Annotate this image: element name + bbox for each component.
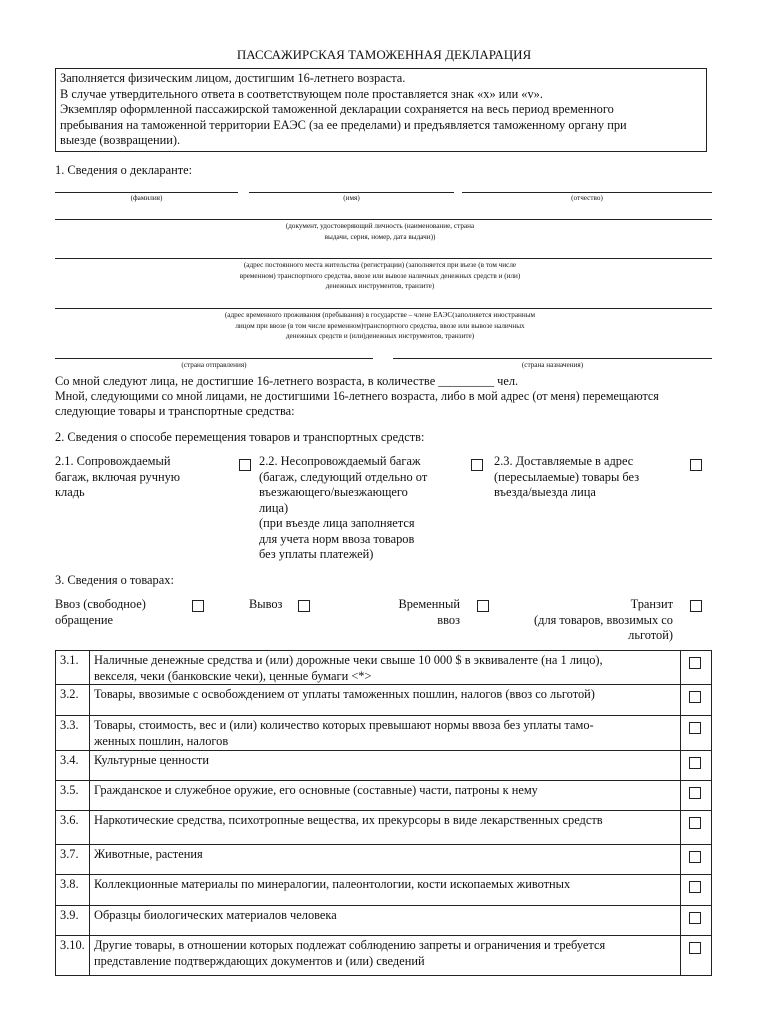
goods-intro-line-2: следующие товары и транспортные средства: — [55, 404, 295, 418]
form-title: ПАССАЖИРСКАЯ ТАМОЖЕННАЯ ДЕКЛАРАЦИЯ — [236, 47, 532, 62]
row-checkbox[interactable] — [689, 757, 701, 769]
row-number: 3.7. — [56, 845, 90, 874]
row-description: Наркотические средства, психотропные вещества, их прекурсоры в виде лекарственных средств — [94, 813, 603, 827]
document-field[interactable] — [55, 219, 712, 220]
row-checkbox-cell — [680, 651, 711, 684]
import-checkbox[interactable] — [192, 600, 204, 612]
temporary-address-field[interactable] — [55, 308, 712, 309]
row-number: 3.9. — [56, 906, 90, 935]
row-number: 3.5. — [56, 781, 90, 810]
option-unaccompanied-baggage: 2.2. Несопровождаемый багаж (багаж, следующий отдельно от въезжающего/выезжающего лица) (при въезде лица заполняется для учета норм ввоза товаров без уплаты платежей) — [259, 454, 428, 561]
goods-intro-line: Мной, следующими со мной лицами, не достигшими 16-летнего возраста, либо в мой адрес (от меня) перемещаются — [55, 389, 659, 403]
row-checkbox-cell — [680, 811, 711, 844]
export-option-label: Вывоз — [249, 597, 283, 611]
row-checkbox-cell — [680, 685, 711, 715]
row-number: 3.4. — [56, 751, 90, 780]
row-checkbox[interactable] — [689, 851, 701, 863]
row-checkbox-cell — [680, 845, 711, 874]
instruction-line: пребывания на таможенной территории ЕАЭС (за ее пределами) и предъявляется таможенному органу при — [60, 117, 627, 132]
row-description: Наличные денежные средства и (или) дорожные чеки свыше 10 000 $ в эквиваленте (на 1 лицо), векселя, чеки (банковские чеки), ценные бумаги <*> — [94, 653, 603, 683]
instruction-line: Экземпляр оформленной пассажирской таможенной декларации сохраняется на весь период временного — [60, 102, 614, 116]
row-description: Гражданское и служебное оружие, его основные (составные) части, патроны к нему — [94, 783, 538, 797]
row-description: Культурные ценности — [94, 753, 209, 767]
row-checkbox-cell — [680, 875, 711, 905]
table-row — [56, 906, 711, 936]
instruction-line: выезде (возвращении). — [60, 133, 181, 147]
table-row — [56, 716, 711, 751]
row-checkbox-cell — [680, 716, 711, 750]
row-number: 3.2. — [56, 685, 90, 715]
row-description: Коллекционные материалы по минералогии, палеонтологии, кости ископаемых животных — [94, 877, 571, 891]
row-number: 3.8. — [56, 875, 90, 905]
row-checkbox-cell — [680, 781, 711, 810]
unaccompanied-baggage-checkbox[interactable] — [471, 459, 483, 471]
row-checkbox-cell — [680, 751, 711, 780]
document-label: (документ, удостоверяющий личность (наименование, страна выдачи, серия, номер, дата выдачи)) — [285, 222, 475, 241]
table-row — [56, 781, 711, 811]
minors-count-line: Со мной следуют лица, не достигшие 16-летнего возраста, в количестве _________ чел. — [55, 374, 519, 388]
destination-country-label: (страна назначения) — [521, 361, 584, 369]
section1-heading: 1. Сведения о декларанте: — [55, 163, 193, 177]
row-description: Другие товары, в отношении которых подлежат соблюдению запреты и ограничения и требуется представление подтверждающих документов и (или) сведений — [94, 938, 606, 968]
row-description: Образцы биологических материалов человека — [94, 908, 337, 922]
transit-label: Транзит (для товаров, ввозимых со льготой) — [534, 597, 673, 642]
row-number: 3.10. — [56, 936, 90, 975]
goods-table — [55, 650, 712, 976]
surname-label: (фамилия) — [130, 194, 163, 202]
export-checkbox[interactable] — [298, 600, 310, 612]
row-number: 3.1. — [56, 651, 90, 684]
row-checkbox[interactable] — [689, 722, 701, 734]
section3-heading: 3. Сведения о товарах: — [55, 573, 174, 587]
temporary-address-label: (адрес временного проживания (пребывания) в государстве – члене ЕАЭС(заполняется иностранным лицом при ввозе (в том числе временном)транспортного средства, ввозе или вывозе наличных денежных средств и (или)денежных инструментов, транзите) — [224, 311, 536, 340]
permanent-address-field[interactable] — [55, 258, 712, 259]
section2-heading: 2. Сведения о способе перемещения товаров и транспортных средств: — [55, 430, 425, 444]
import-option-label: Ввоз (свободное) обращение — [55, 597, 146, 627]
accompanied-baggage-checkbox[interactable] — [239, 459, 251, 471]
row-checkbox[interactable] — [689, 787, 701, 799]
departure-country-field[interactable] — [55, 358, 373, 359]
option-delivered-goods: 2.3. Доставляемые в адрес (пересылаемые) товары без въезда/выезда лица — [494, 454, 640, 499]
destination-country-field[interactable] — [393, 358, 712, 359]
row-checkbox[interactable] — [689, 912, 701, 924]
row-checkbox-cell — [680, 906, 711, 935]
row-description: Товары, стоимость, вес и (или) количество которых превышают нормы ввоза без уплаты тамо- женных пошлин, налогов — [94, 718, 594, 748]
instructions-box — [55, 68, 707, 152]
instruction-line: В случае утвердительного ответа в соответствующем поле проставляется знак «x» или «v». — [60, 86, 543, 101]
temporary-import-checkbox[interactable] — [477, 600, 489, 612]
temporary-import-label: Временный ввоз — [398, 597, 460, 627]
transit-checkbox[interactable] — [690, 600, 702, 612]
name-label: (имя) — [343, 194, 360, 202]
option-accompanied-baggage: 2.1. Сопровождаемый багаж, включая ручную кладь — [55, 454, 181, 499]
row-checkbox[interactable] — [689, 657, 701, 669]
delivered-goods-checkbox[interactable] — [690, 459, 702, 471]
row-checkbox-cell — [680, 936, 711, 975]
row-description: Товары, ввозимые с освобождением от уплаты таможенных пошлин, налогов (ввоз со льготой) — [94, 687, 595, 701]
table-row — [56, 751, 711, 781]
row-number: 3.6. — [56, 811, 90, 844]
row-checkbox[interactable] — [689, 817, 701, 829]
table-row — [56, 811, 711, 845]
permanent-address-label: (адрес постоянного места жительства (регистрации) (заполняется при въезе (в том числе временном) транспортного средства, ввозе или вывозе наличных денежных средств и (или) денежных инструментов, транзите) — [239, 261, 521, 290]
table-row — [56, 685, 711, 716]
table-row — [56, 936, 711, 975]
row-description: Животные, растения — [94, 847, 203, 861]
row-number: 3.3. — [56, 716, 90, 750]
instruction-line: Заполняется физическим лицом, достигшим 16-летнего возраста. — [60, 71, 406, 85]
row-checkbox[interactable] — [689, 942, 701, 954]
row-checkbox[interactable] — [689, 691, 701, 703]
table-row — [56, 875, 711, 906]
row-checkbox[interactable] — [689, 881, 701, 893]
patronymic-label: (отчество) — [571, 194, 603, 202]
table-row — [56, 651, 711, 685]
table-row — [56, 845, 711, 875]
departure-country-label: (страна отправления) — [181, 361, 247, 369]
